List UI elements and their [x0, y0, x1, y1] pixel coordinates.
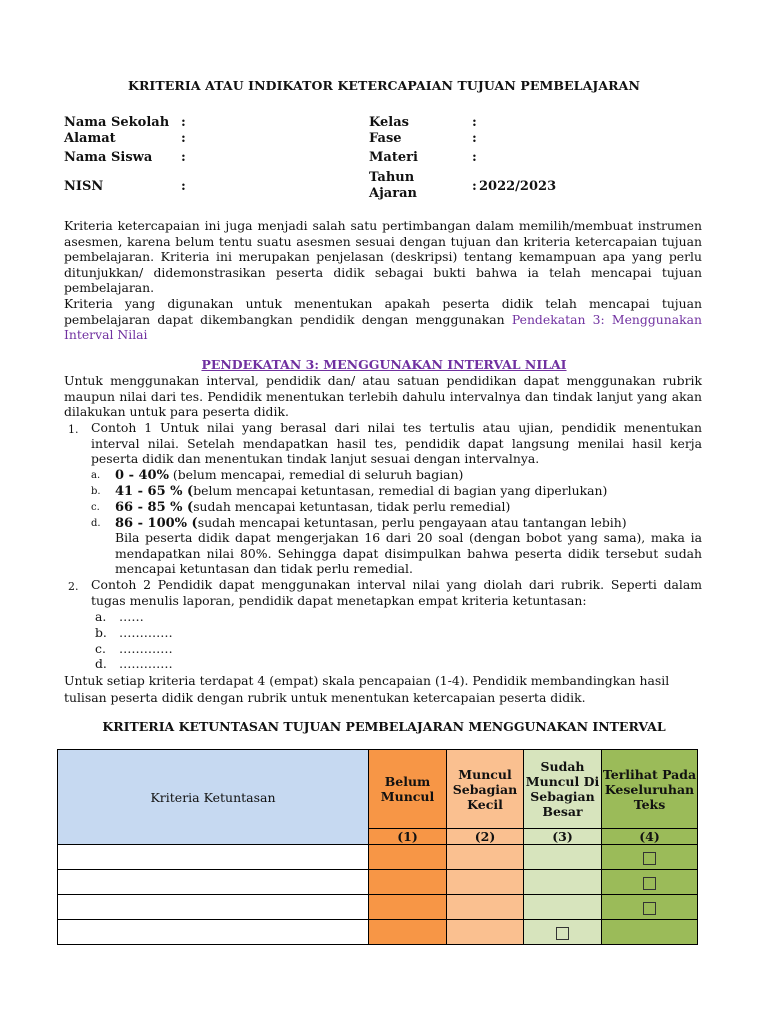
header-col-1: Belum Muncul: [369, 750, 447, 829]
criteria-placeholder: ………….: [119, 625, 173, 640]
list-letter: a.: [91, 470, 101, 481]
score-cell-1[interactable]: [369, 920, 447, 945]
table-row: [58, 895, 698, 920]
criteria-placeholder: ……: [119, 609, 144, 624]
interval-item: [115, 483, 607, 500]
score-cell-2[interactable]: [447, 920, 524, 945]
info-colon: :: [181, 115, 186, 130]
table-row: [58, 870, 698, 895]
info-label-school-year: Tahun Ajaran: [369, 170, 417, 201]
checkbox-icon[interactable]: [643, 877, 656, 890]
info-label-class: Kelas: [369, 115, 409, 130]
header-criteria: Kriteria Ketuntasan: [58, 750, 369, 845]
checkbox-icon[interactable]: [643, 852, 656, 865]
score-cell-4[interactable]: [602, 845, 698, 870]
list-letter: b.: [91, 486, 101, 497]
criteria-cell[interactable]: [58, 895, 369, 920]
info-label-material: Materi: [369, 150, 418, 165]
list-letter: c.: [95, 641, 106, 656]
info-label-student: Nama Siswa: [64, 150, 153, 165]
info-left: [64, 113, 364, 203]
checkbox-icon[interactable]: [643, 902, 656, 915]
score-cell-2[interactable]: [447, 845, 524, 870]
document-title: KRITERIA ATAU INDIKATOR KETERCAPAIAN TUJUAN PEMBELAJARAN: [127, 78, 640, 93]
list-letter: d.: [91, 518, 101, 529]
col-num: (2): [447, 829, 524, 845]
info-label-phase: Fase: [369, 131, 402, 146]
score-cell-3[interactable]: [524, 895, 602, 920]
list-letter: a.: [95, 609, 107, 624]
example-1-text: Contoh 1 Untuk nilai yang berasal dari nilai tes tertulis atau ujian, pendidik menentukan interval nilai. Setelah mendapatkan hasil tes, pendidik dapat langsung menilai hasil kerja peserta didik dan menentukan tindak lanjut sesuai dengan intervalnya.: [91, 420, 702, 466]
interval-desc: sudah mencapai ketuntasan, perlu pengayaan atau tantangan lebih): [197, 515, 627, 530]
approach-link[interactable]: Pendekatan 3: Menggunakan Interval Nilai: [64, 311, 702, 342]
interval-desc: (belum mencapai, remedial di seluruh bagian): [168, 467, 464, 482]
score-cell-3[interactable]: [524, 870, 602, 895]
closing-paragraph: Untuk setiap kriteria terdapat 4 (empat) skala pencapaian (1-4). Pendidik membandingkan hasil tulisan peserta didik dengan rubrik untuk menentukan ketercapaian peserta didik.: [64, 673, 670, 705]
score-cell-2[interactable]: [447, 870, 524, 895]
header-col-3: Sudah Muncul Di Sebagian Besar: [524, 750, 602, 829]
interval-desc: sudah mencapai ketuntasan, tidak perlu remedial): [193, 499, 511, 514]
info-right: [369, 113, 669, 203]
intro-paragraph-1: Kriteria ketercapaian ini juga menjadi salah satu pertimbangan dalam memilih/membuat instrumen asesmen, karena belum tentu suatu asesmen sesuai dengan tujuan dan kriteria ketercapaian tujuan pembelajaran. Kriteria ini merupakan penjelasan (deskripsi) tentang kemampuan apa yang perlu ditunjukkan/ didemonstrasikan peserta didik sebagai bukti bahwa ia telah mencapai tujuan pembelajaran.: [64, 218, 702, 295]
criteria-cell[interactable]: [58, 870, 369, 895]
col-num: (3): [524, 829, 602, 845]
school-year-value: 2022/2023: [479, 179, 557, 194]
criteria-table: [57, 749, 698, 945]
criteria-placeholder: ………….: [119, 656, 173, 671]
score-cell-4[interactable]: [602, 895, 698, 920]
score-cell-4[interactable]: [602, 920, 698, 945]
interval-item: [115, 499, 510, 516]
list-letter: c.: [91, 502, 100, 513]
info-colon: :: [181, 131, 186, 146]
info-colon: :: [181, 150, 186, 165]
col-num: (4): [602, 829, 698, 845]
score-cell-1[interactable]: [369, 870, 447, 895]
info-colon: :: [472, 115, 477, 130]
info-colon: :: [472, 179, 477, 194]
example-2-text: Contoh 2 Pendidik dapat menggunakan interval nilai yang diolah dari rubrik. Seperti dalam tugas menulis laporan, pendidik dapat menetapkan empat kriteria ketuntasan:: [91, 577, 702, 608]
list-number: 1.: [68, 423, 79, 436]
table-row: [58, 920, 698, 945]
interval-range: 66 - 85 % (: [115, 500, 194, 515]
intro-text: Kriteria yang digunakan untuk menentukan apakah peserta didik telah mencapai tujuan pembelajaran dapat dikembangkan pendidik dengan menggunakan: [64, 296, 702, 327]
list-number: 2.: [68, 580, 79, 593]
info-label-address: Alamat: [64, 131, 116, 146]
score-cell-4[interactable]: [602, 870, 698, 895]
table-title: KRITERIA KETUNTASAN TUJUAN PEMBELAJARAN MENGGUNAKAN INTERVAL: [102, 719, 666, 734]
score-cell-1[interactable]: [369, 895, 447, 920]
score-cell-2[interactable]: [447, 895, 524, 920]
col-num: (1): [369, 829, 447, 845]
list-letter: d.: [95, 656, 107, 671]
intro-paragraph-2: [64, 296, 702, 343]
score-cell-1[interactable]: [369, 845, 447, 870]
header-col-2: Muncul Sebagian Kecil: [447, 750, 524, 829]
interval-desc: belum mencapai ketuntasan, remedial di bagian yang diperlukan): [193, 483, 608, 498]
example-1-conclusion: Bila peserta didik dapat mengerjakan 16 dari 20 soal (dengan bobot yang sama), maka ia mendapatkan nilai 80%. Sehingga dapat disimpulkan bahwa peserta didik tersebut sudah mencapai ketuntasan dan tidak perlu remedial.: [115, 530, 702, 576]
info-colon: :: [472, 131, 477, 146]
section-intro: Untuk menggunakan interval, pendidik dan/ atau satuan pendidikan dapat menggunakan rubrik maupun nilai dari tes. Pendidik menentukan terlebih dahulu intervalnya dan tindak lanjut yang akan dilakukan untuk para peserta didik.: [64, 373, 702, 419]
score-cell-3[interactable]: [524, 920, 602, 945]
info-label-school: Nama Sekolah: [64, 115, 170, 130]
interval-range: 86 - 100% (: [115, 516, 198, 531]
table-row: [58, 845, 698, 870]
list-letter: b.: [95, 625, 107, 640]
info-label-nisn: NISN: [64, 179, 104, 194]
interval-range: 0 - 40%: [115, 468, 169, 483]
section-heading: PENDEKATAN 3: MENGGUNAKAN INTERVAL NILAI: [201, 357, 567, 372]
checkbox-icon[interactable]: [556, 927, 569, 940]
info-colon: :: [181, 179, 186, 194]
header-col-4: Terlihat Pada Keseluruhan Teks: [602, 750, 698, 829]
info-colon: :: [472, 150, 477, 165]
criteria-cell[interactable]: [58, 845, 369, 870]
criteria-placeholder: ………….: [119, 641, 173, 656]
interval-item: [115, 467, 463, 484]
interval-range: 41 - 65 % (: [115, 484, 194, 499]
score-cell-3[interactable]: [524, 845, 602, 870]
criteria-cell[interactable]: [58, 920, 369, 945]
